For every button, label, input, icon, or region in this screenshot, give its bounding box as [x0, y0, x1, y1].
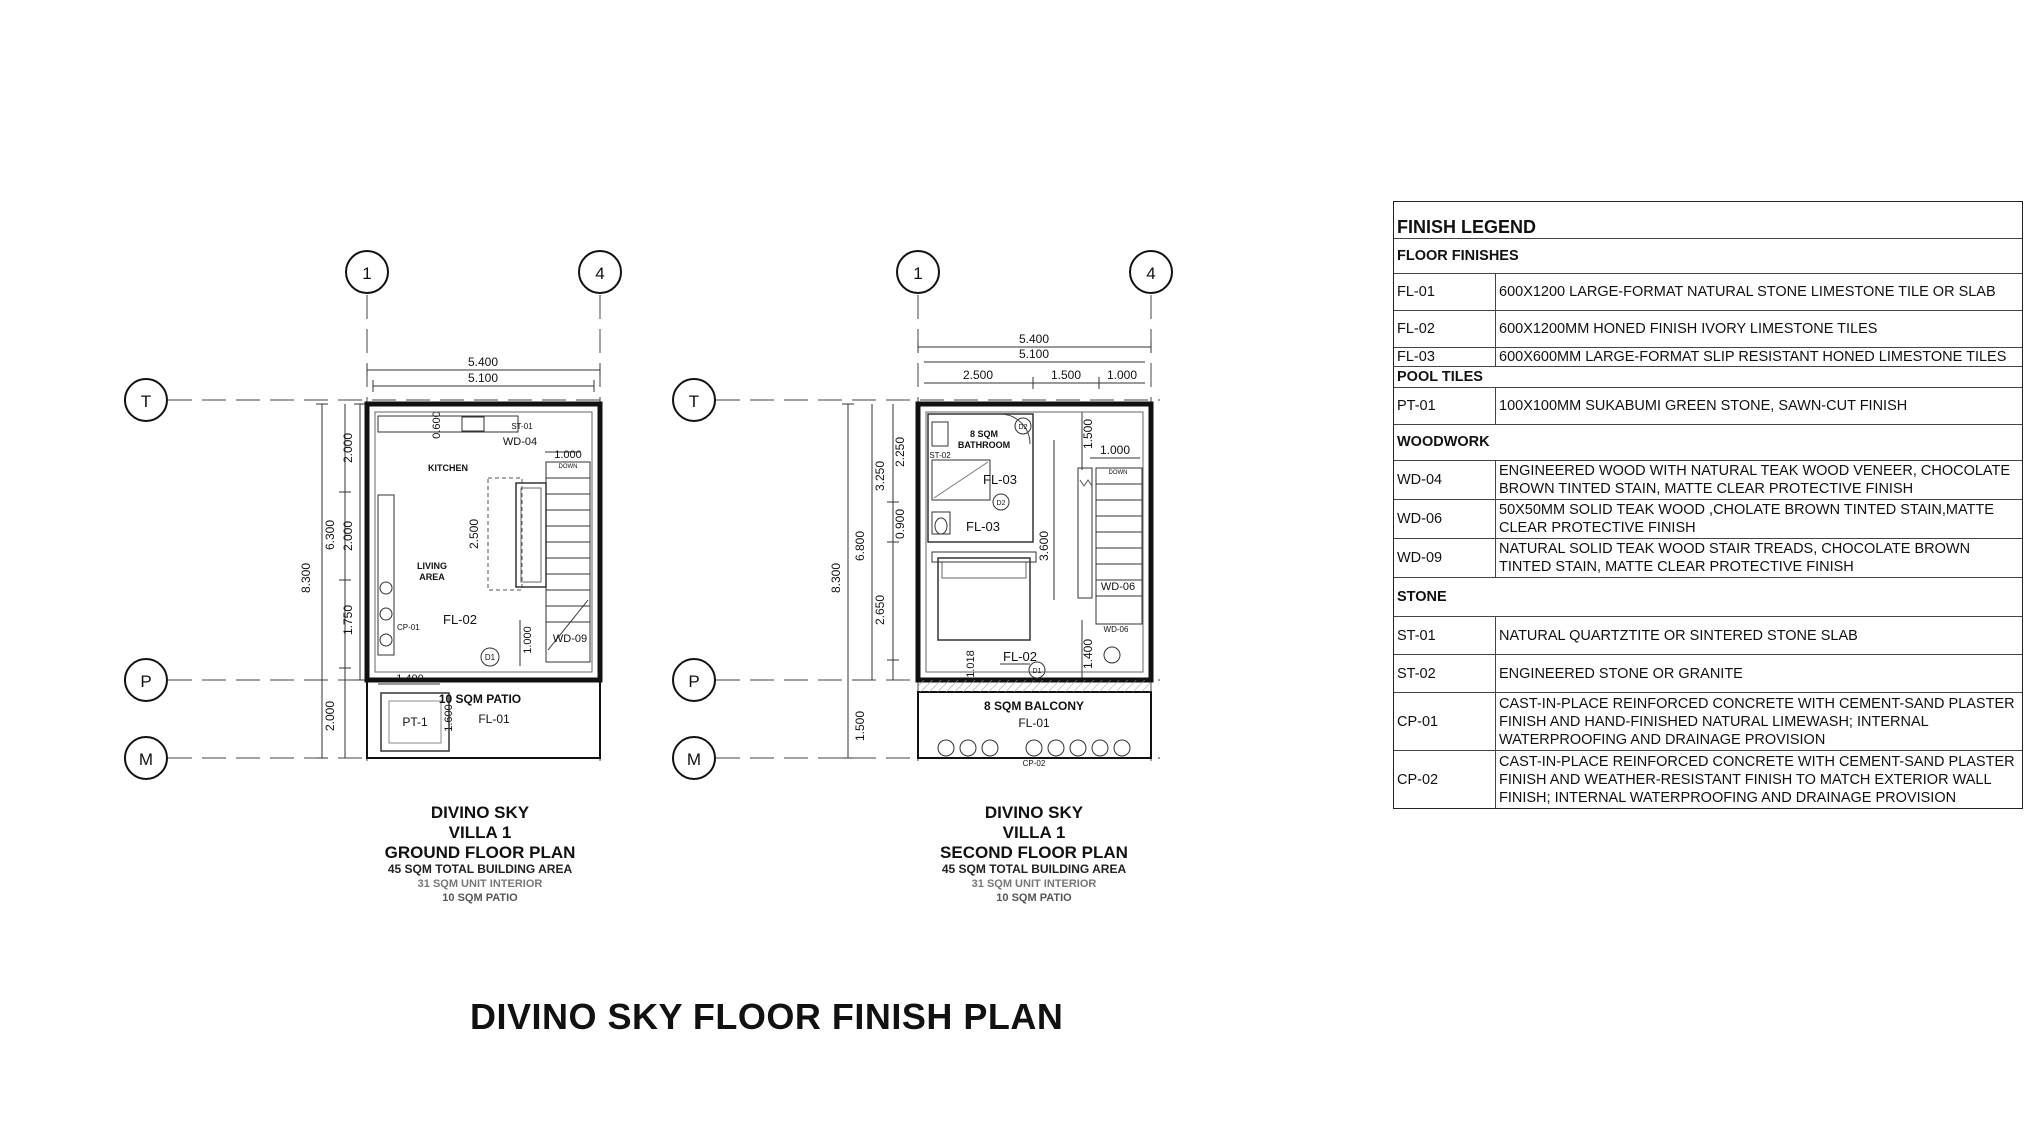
legend-section-woodwork: WOODWORK — [1394, 425, 2022, 461]
ground-floor-plan — [125, 251, 621, 904]
dim2-balcony-height: 1.500 — [853, 710, 867, 742]
legend-code: CP-02 — [1394, 751, 1496, 808]
legend-desc: 600X600MM LARGE-FORMAT SLIP RESISTANT HONED LIMESTONE TILES — [1499, 349, 2007, 365]
second-plan-title-1: DIVINO SKY — [984, 803, 1084, 822]
legend-row — [1394, 461, 2022, 500]
legend-desc: CAST-IN-PLACE REINFORCED CONCRETE WITH CEMENT-SAND PLASTER FINISH AND HAND-FINISHED NATURAL LIMEWASH; INTERNAL WATERPROOFING AND DRAINAGE PROVISION — [1499, 695, 2015, 748]
label-wd06: WD-06 — [1100, 581, 1136, 593]
grid-label-row-p: P — [140, 672, 152, 691]
dim-seg-2: 2.000 — [341, 520, 355, 552]
dim-patio-height: 2.000 — [323, 700, 337, 732]
label-wd06-b: WD-06 — [1103, 625, 1129, 634]
label-st02: ST-02 — [929, 451, 951, 460]
label-patio: 10 SQM PATIO — [438, 692, 522, 706]
dim2-overall-width: 5.400 — [1018, 332, 1050, 346]
label-patio-floor: FL-01 — [478, 712, 510, 726]
legend-desc: ENGINEERED WOOD WITH NATURAL TEAK WOOD VENEER, CHOCOLATE BROWN TINTED STAIN, MATTE CLEAR PROTECTIVE FINISH — [1499, 463, 2011, 497]
label-door-d1-b: D1 — [1032, 668, 1042, 675]
grid-lines — [168, 295, 610, 770]
legend-row — [1394, 751, 2022, 808]
second-plan-title-2: VILLA 1 — [1002, 823, 1066, 842]
dim2-seg-2: 2.250 — [893, 436, 907, 468]
second-plan-area-total: 45 SQM TOTAL BUILDING AREA — [941, 862, 1127, 876]
dim2-stair-width: 1.000 — [1099, 443, 1131, 457]
label-door-d2-a: D2 — [1018, 424, 1028, 431]
label-bath-1: 8 SQM — [969, 429, 999, 439]
label-fl03-wc: FL-03 — [966, 519, 1000, 534]
grid-label-col-4: 4 — [595, 264, 605, 283]
dim2-inner-width: 5.100 — [1018, 347, 1050, 361]
label-pool: PT-1 — [402, 715, 428, 729]
finish-legend — [1393, 201, 2023, 809]
dim2-seg-3: 0.900 — [893, 508, 907, 540]
legend-code: ST-01 — [1394, 617, 1496, 654]
dim-seg-3: 1.750 — [341, 604, 355, 636]
label-fl03-shower: FL-03 — [983, 472, 1017, 487]
dim2-seg-b: 1.500 — [1050, 368, 1082, 382]
headboard — [932, 552, 1036, 562]
legend-desc: 600X1200 LARGE-FORMAT NATURAL STONE LIMESTONE TILE OR SLAB — [1499, 284, 1996, 300]
label-cp01: CP-01 — [397, 623, 420, 632]
kitchen-sink — [462, 417, 484, 431]
grid-label-row-t: T — [140, 392, 152, 411]
legend-row — [1394, 693, 2022, 751]
dim2-bath-height: 3.250 — [873, 460, 887, 492]
legend-code: WD-09 — [1394, 539, 1496, 577]
legend-code: WD-06 — [1394, 500, 1496, 538]
legend-code: FL-02 — [1394, 311, 1496, 347]
legend-title: FINISH LEGEND — [1394, 202, 2022, 239]
bed — [938, 558, 1030, 640]
legend-desc: CAST-IN-PLACE REINFORCED CONCRETE WITH CEMENT-SAND PLASTER FINISH AND WEATHER-RESISTANT FINISH TO MATCH EXTERIOR WALL FINISH; INTERNAL WATERPROOFING AND DRAINAGE PROVISION — [1499, 753, 2015, 806]
label-balcony-floor: FL-01 — [1018, 716, 1050, 730]
grid-label-row-m: M — [138, 750, 154, 769]
sofa-dims — [488, 478, 522, 590]
grid-label-col-1: 1 — [362, 264, 372, 283]
dim-seg-1: 2.000 — [341, 432, 355, 464]
vanity — [932, 422, 948, 446]
dim-interior-height: 6.300 — [323, 519, 337, 551]
dim2-seg-4: 2.650 — [873, 594, 887, 626]
legend-desc: 50X50MM SOLID TEAK WOOD ,CHOLATE BROWN TINTED STAIN,MATTE CLEAR PROTECTIVE FINISH — [1499, 502, 1994, 536]
legend-code: PT-01 — [1394, 388, 1496, 424]
legend-desc: 100X100MM SUKABUMI GREEN STONE, SAWN-CUT FINISH — [1499, 398, 1908, 414]
label-balcony: 8 SQM BALCONY — [983, 699, 1085, 713]
label-bath-2: BATHROOM — [957, 440, 1011, 450]
dim2-seg-c: 1.000 — [1106, 368, 1138, 382]
dim-stair-width: 1.000 — [554, 449, 582, 461]
label-floor-fl02-b: FL-02 — [1003, 649, 1037, 664]
label-wd09: WD-09 — [552, 633, 588, 645]
legend-code: WD-04 — [1394, 461, 1496, 499]
dim-inner-width: 5.100 — [467, 371, 499, 385]
legend-code: ST-02 — [1394, 655, 1496, 692]
ground-plan-title-2: VILLA 1 — [448, 823, 512, 842]
dim2-bed: 3.600 — [1037, 530, 1051, 562]
legend-section-pool: POOL TILES — [1394, 367, 2022, 388]
legend-code: FL-03 — [1394, 348, 1496, 366]
label-wd04: WD-04 — [502, 436, 538, 448]
legend-row — [1394, 617, 2022, 655]
label-down: DOWN — [558, 464, 578, 470]
grid-label-row-t-b: T — [688, 392, 700, 411]
label-floor-fl02: FL-02 — [443, 612, 477, 627]
legend-row — [1394, 500, 2022, 539]
legend-row — [1394, 539, 2022, 578]
dim-stair-height: 1.000 — [522, 626, 534, 654]
ground-plan-area-interior: 31 SQM UNIT INTERIOR — [417, 878, 543, 890]
legend-code: CP-01 — [1394, 693, 1496, 750]
page-title: DIVINO SKY FLOOR FINISH PLAN — [470, 996, 1064, 1037]
grid-label-col-1-b: 1 — [913, 264, 923, 283]
dim-patio-width: 1.400 — [396, 673, 424, 685]
label-living-1: LIVING — [416, 561, 448, 571]
grid-label-row-p-b: P — [688, 672, 700, 691]
ground-plan-area-total: 45 SQM TOTAL BUILDING AREA — [387, 862, 573, 876]
legend-code: FL-01 — [1394, 274, 1496, 310]
second-stairs — [1078, 468, 1142, 624]
grid-bubbles-2 — [673, 251, 1172, 779]
legend-section-floor: FLOOR FINISHES — [1394, 239, 2022, 274]
label-down-b: DOWN — [1108, 470, 1128, 476]
balcony-planters — [938, 740, 1130, 756]
label-door-d2-b: D2 — [996, 500, 1006, 507]
dim2-interior-height: 6.800 — [853, 530, 867, 562]
wc — [932, 512, 950, 534]
legend-desc: NATURAL SOLID TEAK WOOD STAIR TREADS, CHOCOLATE BROWN TINTED STAIN, MATTE CLEAR PROTECTIVE FINISH — [1499, 541, 1971, 575]
second-plan-title-3: SECOND FLOOR PLAN — [940, 843, 1128, 862]
dim-kitchen-depth: 0.600 — [431, 411, 443, 439]
dim-sofa: 2.500 — [467, 518, 481, 550]
dim2-stair-height: 1.500 — [1081, 418, 1095, 450]
label-door-d1: D1 — [484, 653, 496, 662]
legend-row — [1394, 274, 2022, 311]
legend-desc: ENGINEERED STONE OR GRANITE — [1499, 665, 1743, 682]
label-st01: ST-01 — [511, 422, 533, 431]
kitchen-counter — [378, 416, 518, 432]
legend-row — [1394, 388, 2022, 425]
legend-row — [1394, 311, 2022, 348]
ground-plan-title-3: GROUND FLOOR PLAN — [384, 843, 576, 862]
legend-row — [1394, 655, 2022, 693]
label-kitchen: KITCHEN — [428, 463, 468, 473]
side-counter — [378, 495, 394, 655]
ground-plan-area-patio: 10 SQM PATIO — [442, 892, 518, 904]
label-living-2: AREA — [419, 572, 445, 582]
label-cp02: CP-02 — [1022, 759, 1046, 768]
dim2-seg-5: 1.400 — [1081, 638, 1095, 670]
ground-stairs — [546, 462, 590, 662]
grid-label-row-m-b: M — [686, 750, 702, 769]
ground-plan-title-1: DIVINO SKY — [430, 803, 530, 822]
grid-label-col-4-b: 4 — [1146, 264, 1156, 283]
legend-desc: NATURAL QUARTZTITE OR SINTERED STONE SLAB — [1499, 627, 1858, 644]
legend-section-stone: STONE — [1394, 578, 2022, 617]
dim-overall-height: 8.300 — [299, 562, 313, 594]
legend-desc: 600X1200MM HONED FINISH IVORY LIMESTONE TILES — [1499, 321, 1878, 337]
second-plan-area-interior: 31 SQM UNIT INTERIOR — [971, 878, 1097, 890]
dim2-seg-a: 2.500 — [962, 368, 994, 382]
dim2-seg-6: 1.018 — [965, 650, 977, 678]
dim-pool-height: 1.600 — [443, 704, 455, 732]
dim2-overall-height: 8.300 — [829, 562, 843, 594]
second-plan-area-patio: 10 SQM PATIO — [996, 892, 1072, 904]
dim-overall-width: 5.400 — [467, 355, 499, 369]
balcony-hatch — [918, 680, 1151, 692]
second-floor-plan — [673, 251, 1172, 904]
plant — [1104, 647, 1120, 663]
legend-row — [1394, 348, 2022, 367]
